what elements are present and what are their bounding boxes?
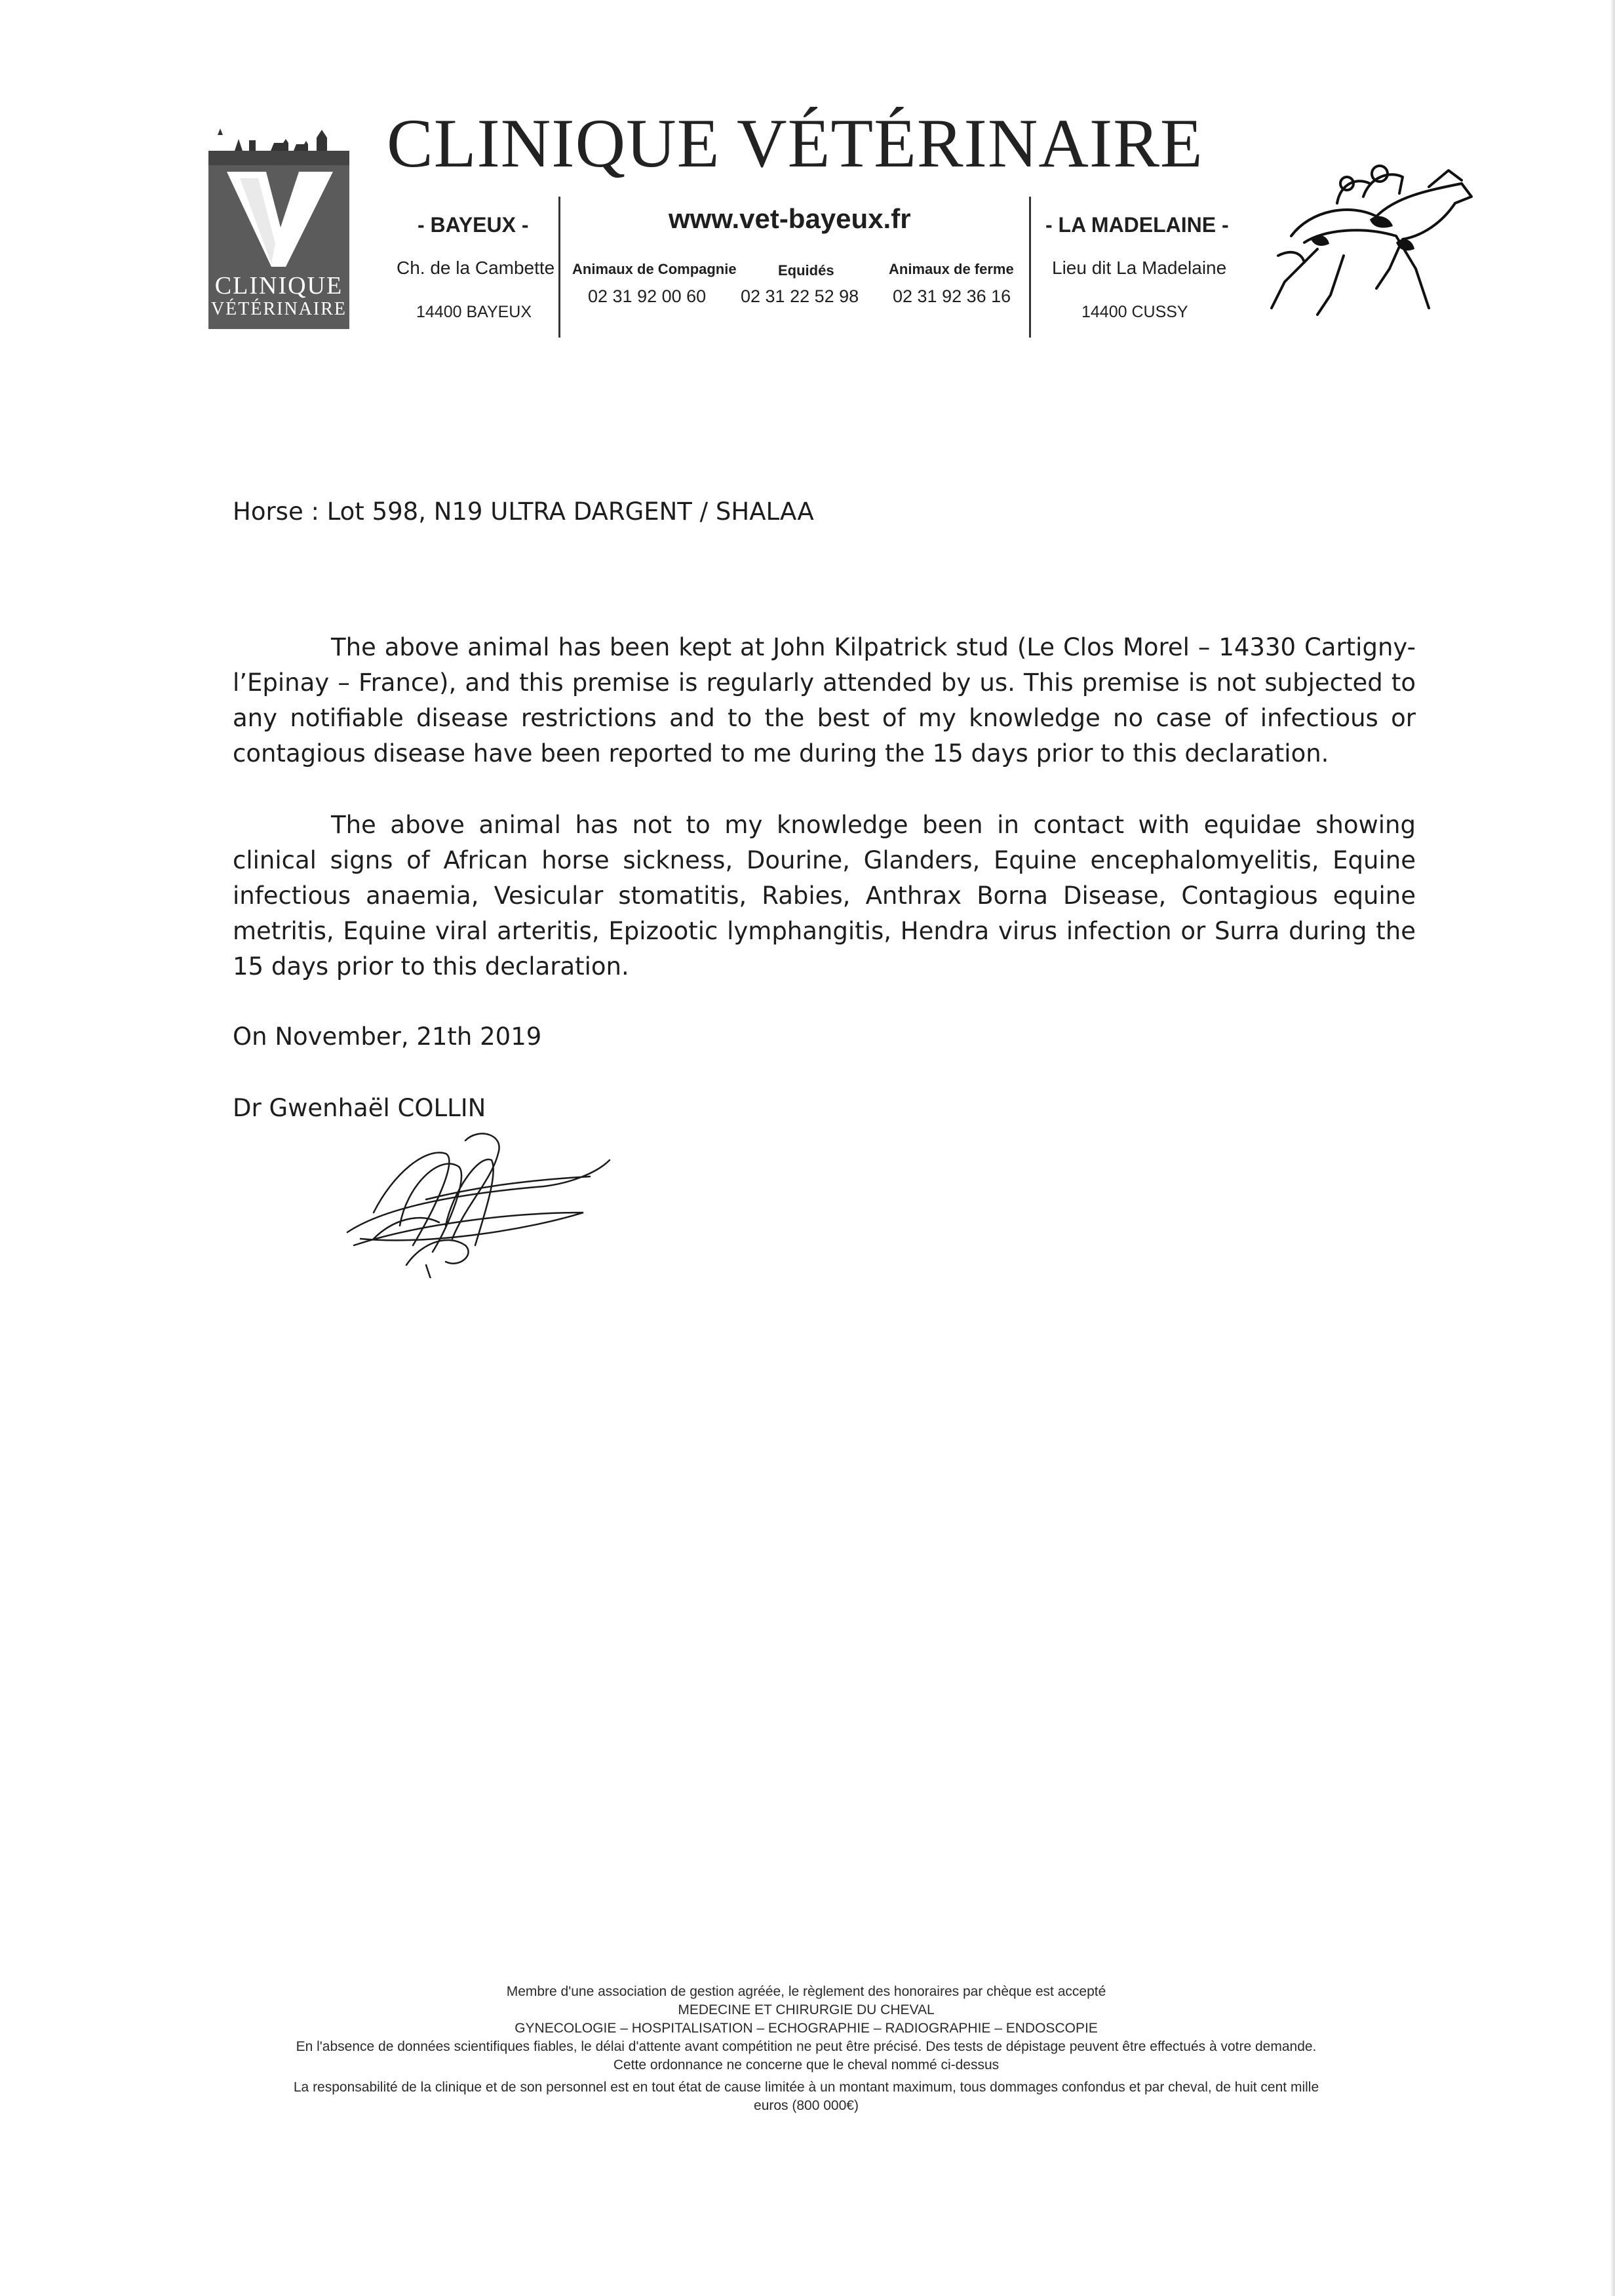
footer-line-6: La responsabilité de la clinique et de son personnel est en tout état de cause limitée à un montant maximum, tous dommages confondus et par cheval, de huit cent mille bbox=[293, 2080, 1319, 2095]
divider-right bbox=[1029, 197, 1031, 338]
farm-animals-phone: 02 31 92 36 16 bbox=[893, 286, 1011, 306]
equides-label: Equidés bbox=[778, 262, 834, 279]
signatory-name: Dr Gwenhaël COLLIN bbox=[233, 1094, 486, 1122]
logo-sky bbox=[208, 126, 349, 165]
paragraph-disease-declaration: The above animal has not to my knowledge been in contact with equidae showing clinical signs of African horse sickness, Dourine, Glanders, Equine encephalomyelitis, Equine infectious anaemia, Vesicular stomatitis, Rabies, Anthrax Borna Disease, Contagious equine metritis, Equine viral arteritis, Epizootic lymphangitis, Hendra virus infection or Surra during the 15 days prior to this declaration. bbox=[233, 811, 1416, 981]
bayeux-postcode: 14400 BAYEUX bbox=[416, 303, 532, 321]
companion-animals-phone: 02 31 92 00 60 bbox=[588, 286, 707, 306]
paragraph-stud-declaration: The above animal has been kept at John Kilpatrick stud (Le Clos Morel – 14330 Cartigny-l’Epinay – France), and this premise is regularly attended by us. This premise is not subjected to any notifiable disease restrictions and to the best of my knowledge no case of infectious or contagious disease have been reported to me during the 15 days prior to this declaration. bbox=[233, 633, 1416, 768]
bayeux-title: - BAYEUX - bbox=[418, 213, 529, 237]
scan-edge bbox=[1611, 0, 1615, 2296]
footer-notes bbox=[197, 1983, 1416, 2115]
divider-left bbox=[558, 197, 560, 338]
footer-line-3: GYNECOLOGIE – HOSPITALISATION – ECHOGRAPHIE – RADIOGRAPHIE – ENDOSCOPIE bbox=[515, 2021, 1098, 2036]
footer-line-4: En l'absence de données scientifiques fiables, le délai d'attente avant compétition ne peut être précisé. Des tests de dépistage peuvent être effectués à votre demande. bbox=[296, 2039, 1317, 2054]
logo-text-line2: VÉTÉRINAIRE bbox=[210, 299, 347, 319]
logo-v-icon bbox=[220, 165, 338, 270]
clinic-logo bbox=[208, 126, 349, 329]
handwritten-signature bbox=[334, 1114, 623, 1278]
clinic-name: CLINIQUE VÉTÉRINAIRE bbox=[387, 105, 1203, 182]
madelaine-title: - LA MADELAINE - bbox=[1045, 213, 1229, 237]
footer-line-5: Cette ordonnance ne concerne que le cheval nommé ci-dessus bbox=[613, 2057, 1000, 2072]
madelaine-postcode: 14400 CUSSY bbox=[1081, 303, 1188, 321]
equides-phone: 02 31 22 52 98 bbox=[741, 286, 859, 306]
footer-line-1: Membre d'une association de gestion agréée, le règlement des honoraires par chèque est accepté bbox=[506, 1984, 1106, 1999]
footer-line-2: MEDECINE ET CHIRURGIE DU CHEVAL bbox=[678, 2002, 935, 2017]
bayeux-address: Ch. de la Cambette bbox=[397, 258, 555, 278]
farm-animals-label: Animaux de ferme bbox=[889, 261, 1014, 277]
date-line: On November, 21th 2019 bbox=[233, 1022, 542, 1051]
footer-line-7: euros (800 000€) bbox=[754, 2098, 859, 2113]
horse-subject-line: Horse : Lot 598, N19 ULTRA DARGENT / SHALAA bbox=[233, 497, 814, 526]
logo-text-line1: CLINIQUE bbox=[214, 272, 343, 300]
madelaine-address: Lieu dit La Madelaine bbox=[1052, 258, 1227, 278]
logo-horses-silhouette-icon bbox=[208, 126, 349, 165]
racing-horses-icon bbox=[1265, 157, 1481, 321]
website-link[interactable]: www.vet-bayeux.fr bbox=[669, 203, 911, 234]
companion-animals-label: Animaux de Compagnie bbox=[572, 261, 737, 277]
